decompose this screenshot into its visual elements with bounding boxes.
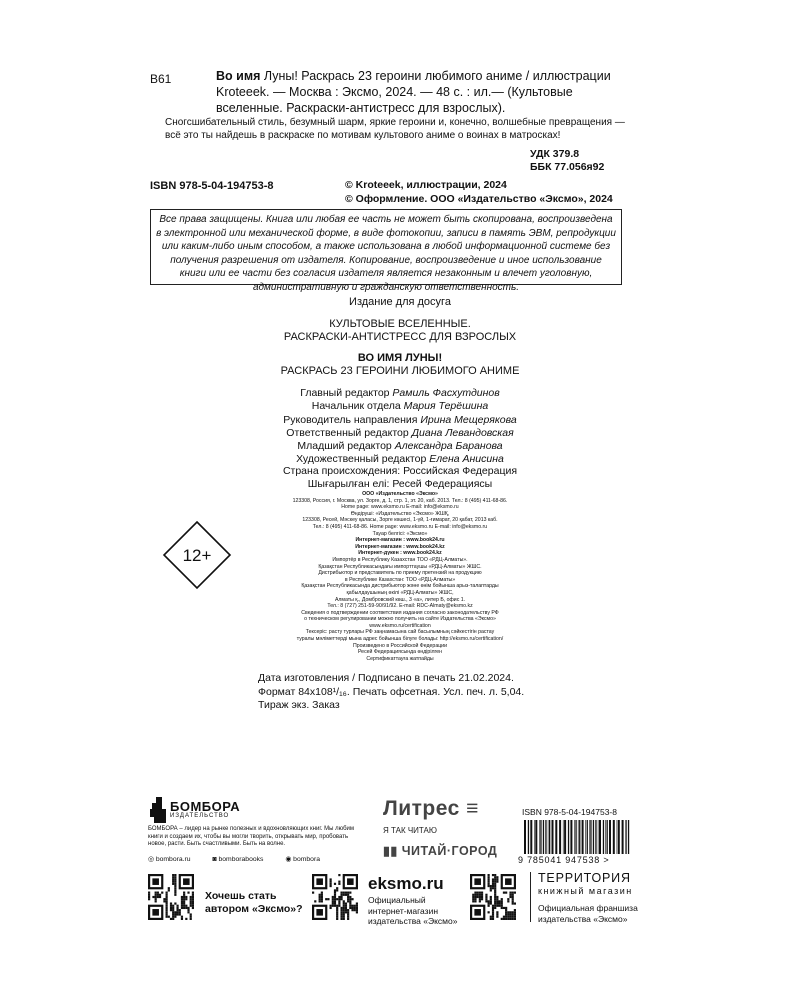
fine-print-line: в Республике Казахстан: ТОО «РДЦ-Алматы» bbox=[344, 576, 456, 583]
staff-role: Начальник отдела bbox=[311, 400, 404, 413]
fine-print-line: www.eksmo.ru/certification bbox=[369, 622, 431, 629]
staff-row bbox=[160, 440, 640, 453]
fine-print-line: Home page: www.eksmo.ru E-mail: info@eksmo.ru bbox=[341, 504, 459, 511]
social-link-site-label: bombora.ru bbox=[155, 856, 191, 863]
isbn: ISBN 978-5-04-194753-8 bbox=[150, 180, 274, 192]
social-link-vk[interactable]: ◙ bomborabooks bbox=[212, 856, 264, 863]
staff-name: Ирина Мещерякова bbox=[420, 413, 517, 426]
staff-name: Елена Анисина bbox=[429, 453, 504, 466]
qr-code-icon bbox=[312, 874, 358, 920]
social-link-vk-label: bomborabooks bbox=[218, 856, 264, 863]
bbk-code: ББК 77.056я92 bbox=[530, 161, 605, 173]
classification-codes bbox=[530, 148, 604, 174]
staff-role: Младший редактор bbox=[297, 440, 395, 453]
production-print-run: Тираж экз. Заказ bbox=[258, 699, 340, 711]
fine-print-line: Қазақстан Республикасында дистрибьютор және өнім бойынша арыз-талаптарды bbox=[301, 583, 499, 590]
fine-print-line: 123308, Ресей, Мәскеу қаласы, Зорге көшесі, 1-үй, 1-ғимарат, 20 қабат, 2013 каб. bbox=[302, 517, 498, 524]
copyright-block bbox=[345, 178, 613, 206]
biblio-title: Во имя bbox=[216, 69, 261, 83]
production-date: Дата изготовления / Подписано в печать 21.02.2024. bbox=[258, 672, 514, 684]
copyright-illustrations: © Kroteeek, иллюстрации, 2024 bbox=[345, 179, 507, 191]
author-invite-line-2: автором «Эксмо»? bbox=[205, 903, 303, 915]
biblio-code: В61 bbox=[150, 72, 172, 86]
fine-print-line: Интернет-дүкен : www.book24.kz bbox=[358, 550, 442, 557]
series-line-1: КУЛЬТОВЫЕ ВСЕЛЕННЫЕ. bbox=[329, 318, 471, 330]
territoriya-name: ТЕРРИТОРИЯ bbox=[538, 871, 631, 885]
staff-row bbox=[160, 427, 640, 440]
fine-print-line: Сведения о подтверждении соответствия издания согласно законодательству РФ bbox=[301, 609, 499, 616]
barcode-icon bbox=[522, 820, 632, 860]
qr-code-icon bbox=[470, 874, 516, 920]
fine-print-line: Интернет-магазин : www.book24.kz bbox=[355, 543, 445, 550]
fine-print-line: 123308, Россия, г. Москва, ул. Зорге, д. 1, стр. 1, эт. 20, каб. 2013. Тел.: 8 (495) 411-68-86. bbox=[292, 497, 508, 504]
chitai-gorod-logo: ▮▮ ЧИТАЙ·ГОРОД bbox=[383, 844, 498, 858]
staff-row bbox=[160, 414, 640, 427]
eksmo-site: eksmo.ru bbox=[368, 874, 444, 893]
production-info bbox=[258, 672, 524, 713]
staff-row bbox=[160, 387, 640, 400]
bombora-logo-icon bbox=[150, 797, 168, 823]
book-subtitle: РАСКРАСЬ 23 ГЕРОИНИ ЛЮБИМОГО АНИМЕ bbox=[280, 365, 520, 377]
litres-tagline: Я ТАК ЧИТАЮ bbox=[383, 826, 437, 835]
country-of-origin bbox=[160, 465, 640, 491]
series-name bbox=[160, 318, 640, 344]
qr-code-icon bbox=[148, 874, 194, 920]
litres-name: Литрес bbox=[383, 797, 460, 820]
series-line-2: РАСКРАСКИ-АНТИСТРЕСС ДЛЯ ВЗРОСЛЫХ bbox=[283, 331, 517, 343]
territoriya-description bbox=[538, 903, 638, 924]
social-link-telegram-label: bombora bbox=[293, 856, 320, 863]
rights-notice: Все права защищены. Книга или любая ее часть не может быть скопирована, воспроизведена в электронной или механической форме, в виде фотокопии, записи в память ЭВМ, репродукции или каким-либо иным способом, а также использована в любой информационной системе без получения разрешения от издателя. Копирование, воспроизведение и иное использование книги или ее части без согласия издателя является незаконным и влечет уголовную, административную и гражданскую ответственность. bbox=[150, 209, 622, 285]
social-links bbox=[148, 855, 340, 863]
eksmo-desc-line-1: Официальный bbox=[368, 895, 426, 905]
biblio-text: Луны! Раскрась 23 героини любимого аниме / иллюстрации Kroteeek. — Москва : Эксмо, 2024. — 48 с. : ил.— (Культовые вселенные. Раскраски-антистресс для взрослых). bbox=[216, 69, 611, 115]
eksmo-desc-line-3: издательства «Эксмо» bbox=[368, 916, 458, 926]
fine-print-line: қабылдаушының өкілі «РДЦ-Алматы» ЖШС, bbox=[346, 589, 454, 596]
fine-print-line: Тел.: 8 (727) 251-59-90/91/92. E-mail: RDC-Almaty@eksmo.kz bbox=[327, 603, 473, 610]
annotation: Сногсшибательный стиль, безумный шарм, яркие героини и, конечно, волшебные превращения — всё это ты найдешь в раскраске по мотивам культового аниме о воинах в матросках! bbox=[165, 117, 625, 141]
divider bbox=[530, 872, 531, 922]
book-title: ВО ИМЯ ЛУНЫ! bbox=[357, 352, 443, 364]
eksmo-site-description bbox=[368, 895, 457, 927]
fine-print-line: Импортёр в Республику Казахстан ТОО «РДЦ-Алматы». bbox=[332, 556, 468, 563]
bombora-description: БОМБОРА – лидер на рынке полезных и вдохновляющих книг. Мы любим книги и создаем их, чтобы вы могли творить, открывать мир, пробовать новое, расти. Быть счастливыми. Быть на волне. bbox=[148, 826, 355, 848]
fine-print-line: Дистрибьютор и представитель по приему претензий на продукцию bbox=[318, 570, 482, 577]
age-rating-text: 12+ bbox=[182, 546, 212, 565]
udk-code: УДК 379.8 bbox=[530, 148, 580, 160]
terr-desc-line-2: издательства «Эксмо» bbox=[538, 913, 628, 924]
chitai-gorod-name: ЧИТАЙ·ГОРОД bbox=[401, 844, 498, 858]
fine-print-line: Қазақстан Республикасындағы импорттаушы «РДЦ-Алматы» ЖШС. bbox=[318, 563, 482, 570]
country-ru: Страна происхождения: Российская Федерация bbox=[282, 465, 518, 477]
barcode-isbn: ISBN 978-5-04-194753-8 bbox=[522, 807, 617, 817]
staff-role: Главный редактор bbox=[300, 387, 393, 399]
territoriya-tagline: книжный магазин bbox=[538, 886, 633, 896]
staff-name: Диана Левандовская bbox=[411, 426, 514, 439]
fine-print-line: Тексеріс: расту турлары РФ заңнамасына сай басылымның сәйкестігін растау bbox=[305, 629, 495, 636]
fine-print-line: Ресей Федерациясында өндірілген bbox=[357, 649, 443, 656]
fine-print-line: Өндіруші: «Издательство «Эксмо» ЖШҚ, bbox=[350, 510, 450, 517]
publisher-fine-print bbox=[160, 491, 640, 662]
bibliographic-description bbox=[216, 68, 636, 116]
eksmo-desc-line-2: интернет-магазин bbox=[368, 905, 439, 916]
fine-print-line: о техническом регулировании можно получить на сайте Издательства «Эксмо» bbox=[304, 616, 496, 623]
book-name bbox=[160, 352, 640, 378]
terr-desc-line-1: Официальная франшиза bbox=[538, 903, 638, 913]
author-invite-line-1: Хочешь стать bbox=[205, 890, 277, 902]
fine-print-line: Тел.: 8 (495) 411-68-86. Home page: www.eksmo.ru E-mail: info@eksmo.ru bbox=[312, 523, 488, 530]
staff-row bbox=[160, 400, 640, 413]
fine-print-line: Тауар белгісі: «Эксмо» bbox=[372, 530, 428, 537]
author-invite bbox=[205, 890, 303, 916]
fine-print-line: Алматы қ., Домбровский көш., 3 «а», литер Б, офис 1. bbox=[334, 596, 466, 603]
staff-name: Мария Терёшина bbox=[403, 400, 489, 413]
fine-print-line: Сертификаттауға жатпайды bbox=[366, 655, 434, 662]
bombora-subtitle: ИЗДАТЕЛЬСТВО bbox=[170, 813, 230, 819]
barcode-number: 9 785041 947538 > bbox=[518, 855, 610, 865]
production-format: Формат 84x108¹/₁₆. Печать офсетная. Усл. печ. л. 5,04. bbox=[258, 685, 525, 698]
territoriya-logo bbox=[538, 872, 633, 898]
fine-print-line: Интернет-магазин : www.book24.ru bbox=[355, 537, 445, 544]
fine-print-line: Произведено в Российской Федерации bbox=[353, 642, 447, 649]
staff-name: Рамиль Фасхутдинов bbox=[392, 387, 500, 399]
staff-role: Художественный редактор bbox=[296, 453, 430, 466]
staff-role: Руководитель направления bbox=[283, 413, 421, 426]
fine-print-line: туралы мәліметтерді мына адрес бойынша білуге болады: http://eksmo.ru/certification/ bbox=[296, 636, 504, 643]
social-link-site[interactable]: ◎ bombora.ru bbox=[148, 856, 191, 863]
litres-logo: Литрес ≡ bbox=[383, 797, 479, 820]
leisure-edition: Издание для досуга bbox=[349, 296, 451, 308]
bombora-name: БОМБОРА bbox=[170, 799, 241, 814]
staff-name: Александра Баранова bbox=[394, 440, 503, 453]
staff-role: Ответственный редактор bbox=[286, 426, 412, 439]
social-link-telegram[interactable]: ◉ bombora bbox=[285, 856, 320, 863]
fine-print-line: ООО «Издательство «Эксмо» bbox=[362, 491, 438, 497]
copyright-design: © Оформление. ООО «Издательство «Эксмо», 2024 bbox=[345, 193, 613, 205]
country-kz: Шығарылған елі: Ресей Федерациясы bbox=[307, 478, 493, 490]
staff-list bbox=[160, 387, 640, 467]
